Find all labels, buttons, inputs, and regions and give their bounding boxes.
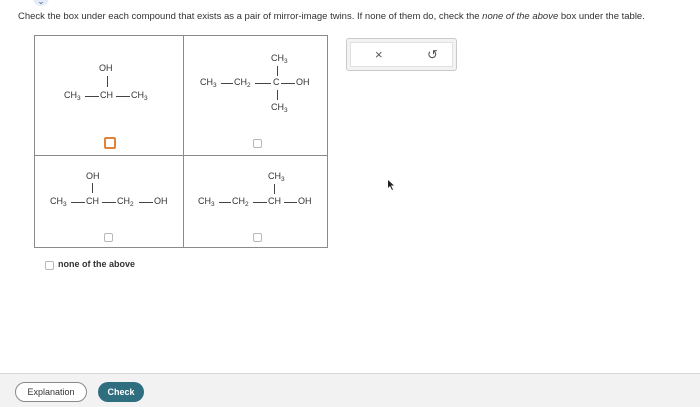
none-of-the-above-label: none of the above: [58, 259, 136, 269]
methyl-group: $CH_3$: [200, 77, 217, 89]
compound-cell-bottom-right: [184, 156, 329, 249]
check-button[interactable]: Check: [98, 382, 144, 402]
bond: [221, 83, 233, 84]
methyl-group: $CH_3$: [64, 90, 81, 102]
compound-cell-top-right: [184, 36, 329, 155]
compound-checkbox-top-left[interactable]: [104, 137, 116, 149]
bond: [219, 202, 231, 203]
ch-group: CH: [86, 196, 99, 206]
methyl-group: $CH_3$: [50, 196, 67, 208]
methylene-group: $CH_2$: [232, 196, 249, 208]
bond: [277, 66, 278, 76]
bond: [274, 184, 275, 194]
mouse-pointer-icon: [388, 180, 396, 190]
oh-substituent: OH: [86, 171, 100, 181]
bond: [92, 183, 93, 193]
oh-substituent: OH: [296, 77, 310, 87]
oh-substituent: OH: [99, 63, 113, 73]
compound-table: [34, 35, 328, 248]
compound-checkbox-bottom-right[interactable]: [253, 233, 262, 242]
methyl-substituent-top: $CH_3$: [268, 171, 285, 183]
carbon-atom: C: [273, 77, 280, 87]
methylene-group: $CH_2$: [117, 196, 134, 208]
oh-group: OH: [298, 196, 312, 206]
methyl-group: $CH_3$: [198, 196, 215, 208]
ch-group: CH: [100, 90, 113, 100]
none-of-the-above-checkbox[interactable]: [45, 261, 54, 270]
answer-tools-panel: [346, 38, 457, 71]
bond: [102, 202, 116, 203]
methyl-group: $CH_3$: [131, 90, 148, 102]
explanation-button[interactable]: Explanation: [15, 382, 87, 402]
bond: [107, 76, 108, 87]
bond: [281, 83, 295, 84]
undo-icon[interactable]: ↺: [427, 47, 438, 62]
bond: [284, 202, 297, 203]
collapse-chevron-icon[interactable]: ⌄: [33, 0, 49, 6]
ch-group: CH: [268, 196, 281, 206]
bond: [253, 202, 267, 203]
oh-group: OH: [154, 196, 168, 206]
instructions-text: Check the box under each compound that exists as a pair of mirror-image twins. If none of them do, check the none of the above box under the table.: [18, 11, 645, 22]
bond: [85, 96, 99, 97]
bond: [139, 202, 153, 203]
bond: [71, 202, 85, 203]
bond: [116, 96, 130, 97]
bond: [255, 83, 271, 84]
clear-icon[interactable]: ×: [375, 47, 383, 62]
methylene-group: $CH_2$: [234, 77, 251, 89]
methyl-substituent-top: $CH_3$: [271, 53, 288, 65]
methyl-substituent-bottom: $CH_3$: [271, 102, 288, 114]
compound-cell-top-left: [35, 36, 183, 155]
compound-checkbox-bottom-left[interactable]: [104, 233, 113, 242]
bond: [277, 90, 278, 100]
compound-checkbox-top-right[interactable]: [253, 139, 262, 148]
tools-inner: [350, 42, 453, 67]
compound-cell-bottom-left: [35, 156, 183, 249]
